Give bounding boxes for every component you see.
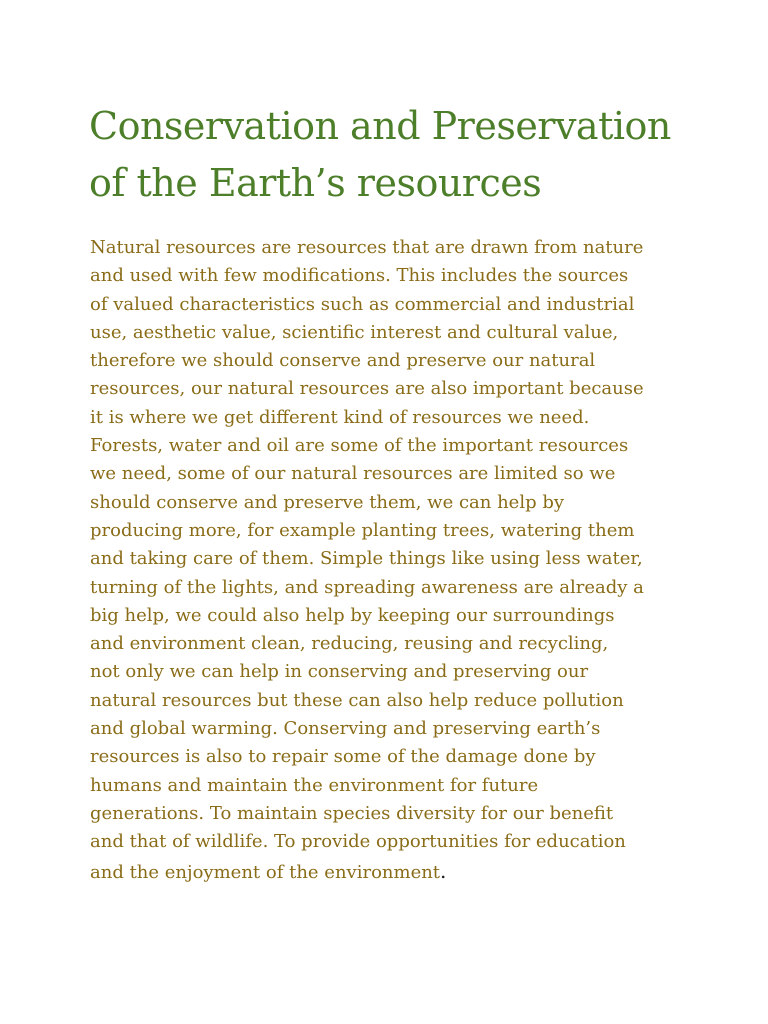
body-last-line bbox=[90, 857, 690, 885]
body-line: and taking care of them. Simple things like using less water, bbox=[90, 548, 643, 570]
title-line-1: Conservation and Preservation bbox=[89, 104, 671, 148]
body-line: we need, some of our natural resources are limited so we bbox=[90, 463, 616, 485]
body-line: Forests, water and oil are some of the important resources bbox=[90, 435, 629, 457]
body-line: and environment clean, reducing, reusing and recycling, bbox=[90, 633, 609, 655]
body-line: natural resources but these can also help reduce pollution bbox=[90, 689, 624, 711]
body-line: turning of the lights, and spreading awareness are already a bbox=[90, 576, 644, 598]
body-line: resources, our natural resources are also important because bbox=[90, 378, 644, 400]
body-line: big help, we could also help by keeping our surroundings bbox=[90, 604, 615, 626]
body-line: of valued characteristics such as commercial and industrial bbox=[90, 293, 635, 315]
body-line: generations. To maintain species diversity for our benefit bbox=[90, 802, 614, 824]
body-line: should conserve and preserve them, we can help by bbox=[90, 491, 565, 513]
final-period: . bbox=[440, 858, 447, 883]
body-line: Natural resources are resources that are drawn from nature bbox=[90, 237, 644, 258]
body-line: and global warming. Conserving and preserving earth’s bbox=[90, 718, 601, 740]
document-title bbox=[89, 98, 729, 212]
body-line: and that of wildlife. To provide opportunities for education bbox=[90, 831, 626, 853]
body-last-line-text: and the enjoyment of the environment bbox=[90, 861, 441, 883]
body-line: therefore we should conserve and preserve our natural bbox=[90, 350, 596, 372]
body-line: not only we can help in conserving and preserving our bbox=[90, 661, 589, 683]
body-paragraph bbox=[90, 234, 690, 885]
body-line: use, aesthetic value, scientific interest and cultural value, bbox=[90, 321, 619, 343]
body-line: it is where we get different kind of resources we need. bbox=[90, 406, 590, 428]
body-line: and used with few modifications. This includes the sources bbox=[90, 265, 629, 287]
body-line: producing more, for example planting trees, watering them bbox=[90, 519, 635, 541]
title-line-2: of the Earth’s resources bbox=[89, 161, 542, 205]
body-line: humans and maintain the environment for future bbox=[90, 774, 539, 796]
body-line: resources is also to repair some of the damage done by bbox=[90, 746, 596, 768]
